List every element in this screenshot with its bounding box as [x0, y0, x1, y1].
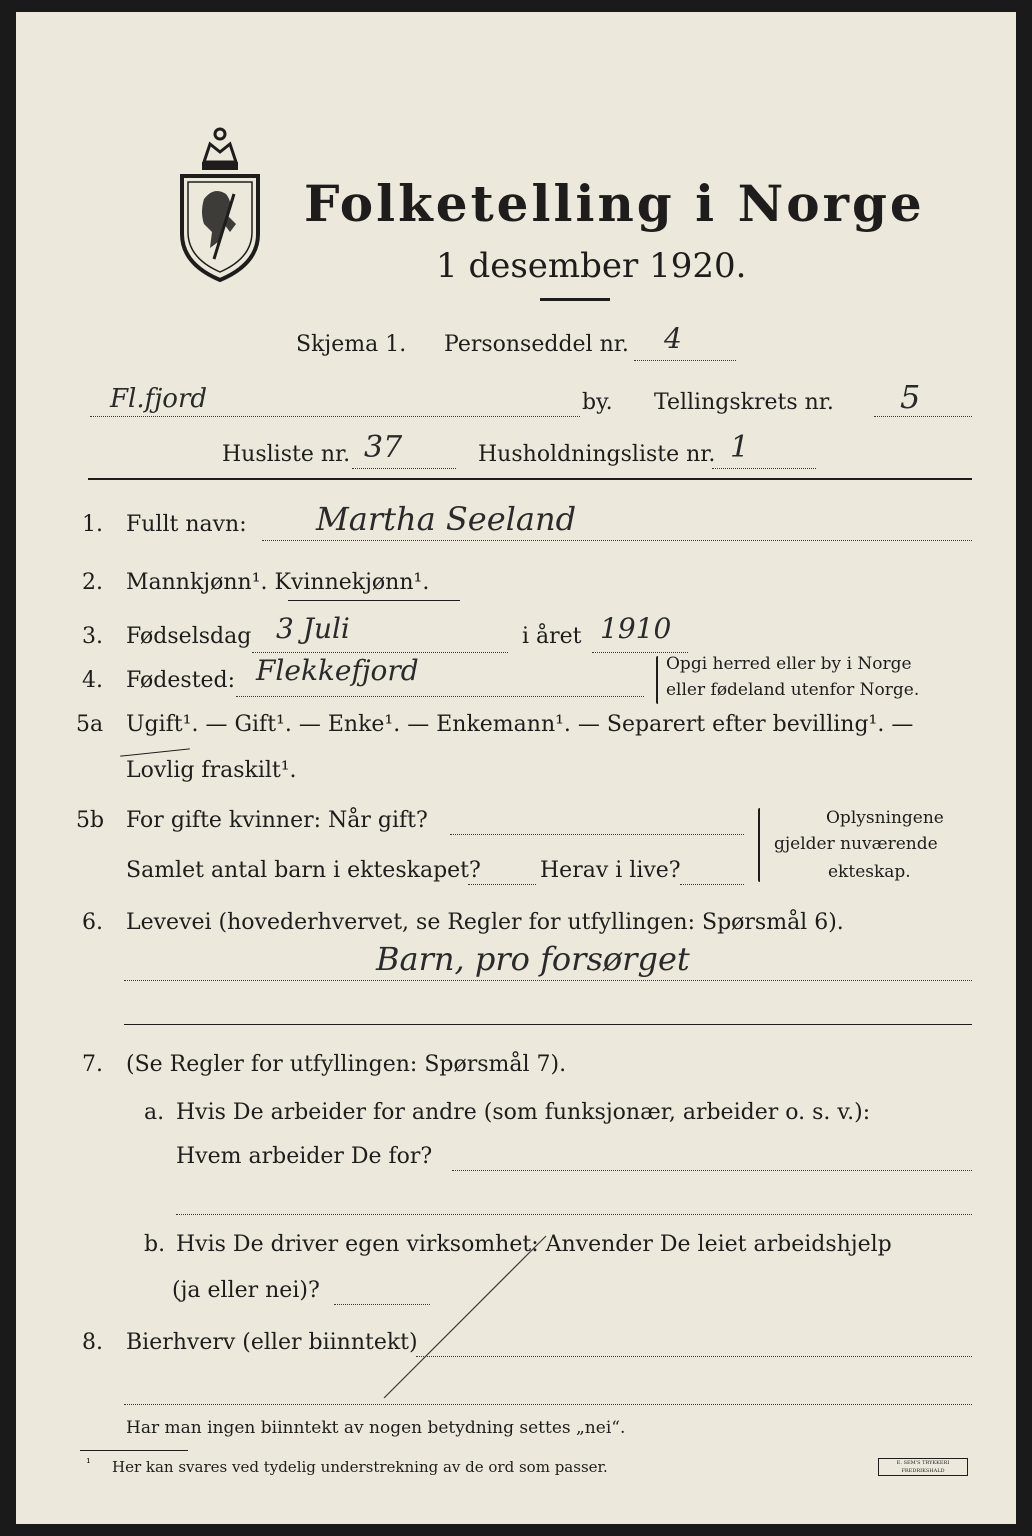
- q5b-note-1: Oplysningene: [826, 808, 944, 828]
- q5b-bracket: [758, 808, 760, 882]
- husliste-line: [352, 468, 456, 469]
- personseddel-value: 4: [664, 322, 682, 355]
- q4-label: Fødested:: [126, 668, 236, 693]
- q4-note-1: Opgi herred eller by i Norge: [666, 654, 912, 674]
- q3-number: 3.: [82, 624, 103, 649]
- husholdning-label: Husholdningsliste nr.: [478, 442, 716, 467]
- q5b-line2b: Herav i live?: [540, 858, 681, 883]
- q4-line: [236, 696, 644, 697]
- q7a-line1: Hvis De arbeider for andre (som funksjonær, arbeider o. s. v.):: [176, 1100, 871, 1125]
- coat-of-arms-icon: [174, 124, 266, 284]
- q6-line-1: [124, 980, 972, 981]
- footnote-text: Her kan svares ved tydelig understrekning av de ord som passer.: [112, 1458, 608, 1476]
- q3-label: Fødselsdag: [126, 624, 252, 649]
- husliste-label: Husliste nr.: [222, 442, 351, 467]
- tellingskrets-line: [874, 416, 972, 417]
- q5b-number: 5b: [76, 808, 105, 833]
- biinntekt-note: Har man ingen biinntekt av nogen betydning settes „nei“.: [126, 1418, 626, 1438]
- q5b-married-line: [450, 834, 744, 835]
- tellingskrets-value: 5: [900, 378, 921, 416]
- q3-year-value: 1910: [600, 612, 672, 645]
- husholdning-line: [712, 468, 816, 469]
- q7a-answer-line: [452, 1170, 972, 1171]
- q8-number: 8.: [82, 1330, 103, 1355]
- q7a-line2: Hvem arbeider De for?: [176, 1144, 433, 1169]
- pencil-diagonal-stroke: [376, 1232, 556, 1404]
- place-value: Fl.fjord: [110, 384, 208, 414]
- q5b-line2a: Samlet antal barn i ekteskapet?: [126, 858, 481, 883]
- q4-bracket: [656, 656, 658, 704]
- q7b-letter: b.: [144, 1232, 166, 1257]
- q4-value: Flekkefjord: [256, 654, 419, 687]
- place-line: [90, 416, 580, 417]
- by-label: by.: [582, 390, 613, 415]
- q7b-line1: Hvis De driver egen virksomhet: Anvender De leiet arbeidshjelp: [176, 1232, 892, 1257]
- q7-number: 7.: [82, 1052, 103, 1077]
- q6-value: Barn, pro forsørget: [376, 940, 690, 978]
- q3-year-label: i året: [522, 624, 582, 649]
- q1-number: 1.: [82, 512, 103, 537]
- q2-label: Mannkjønn¹. Kvinnekjønn¹.: [126, 570, 430, 595]
- q5a-number: 5a: [76, 712, 104, 737]
- q3-line: [252, 652, 508, 653]
- q1-line: [262, 540, 972, 541]
- q8-label: Bierhverv (eller biinntekt): [126, 1330, 418, 1355]
- q3-value: 3 Juli: [276, 612, 350, 645]
- q3-year-line: [592, 652, 688, 653]
- q5b-note-2: gjelder nuværende: [774, 834, 938, 854]
- q7-label: (Se Regler for utfyllingen: Spørsmål 7).: [126, 1052, 567, 1077]
- q6-number: 6.: [82, 910, 103, 935]
- q1-value: Martha Seeland: [316, 500, 577, 538]
- husliste-value: 37: [364, 430, 403, 465]
- q7a-extra-line: [176, 1214, 972, 1215]
- personseddel-label: Personseddel nr.: [444, 332, 629, 357]
- title-divider: [540, 298, 610, 301]
- husholdning-value: 1: [730, 430, 750, 465]
- q5a-strike: [120, 748, 190, 756]
- footnote-mark: ¹: [86, 1456, 91, 1470]
- q5b-note-3: ekteskap.: [828, 862, 911, 882]
- q6-line-2: [124, 1024, 972, 1025]
- q7b-line2: (ja eller nei)?: [172, 1278, 320, 1303]
- q5b-alive-line: [680, 884, 744, 885]
- q4-note-2: eller fødeland utenfor Norge.: [666, 680, 920, 700]
- tellingskrets-label: Tellingskrets nr.: [654, 390, 834, 415]
- header-divider: [88, 478, 972, 480]
- q7a-letter: a.: [144, 1100, 165, 1125]
- footnote-divider: [80, 1450, 188, 1451]
- skjema-label: Skjema 1.: [296, 332, 407, 357]
- q5b-children-line: [468, 884, 536, 885]
- q2-underline: [288, 600, 460, 601]
- census-form-page: [16, 12, 1016, 1524]
- printer-stamp: E. SEM'S TRYKKERI FREDRIKSHALD: [878, 1458, 968, 1476]
- q5b-line1: For gifte kvinner: Når gift?: [126, 808, 428, 833]
- q6-label: Levevei (hovederhvervet, se Regler for utfyllingen: Spørsmål 6).: [126, 910, 844, 935]
- q2-number: 2.: [82, 570, 103, 595]
- personseddel-line: [634, 360, 736, 361]
- q4-number: 4.: [82, 668, 103, 693]
- form-title: Folketelling i Norge: [304, 174, 925, 233]
- q5a-line2: Lovlig fraskilt¹.: [126, 758, 297, 783]
- census-date: 1 desember 1920.: [436, 246, 747, 286]
- q1-label: Fullt navn:: [126, 512, 247, 537]
- q8-line-2: [124, 1404, 972, 1405]
- q5a-line1: Ugift¹. — Gift¹. — Enke¹. — Enkemann¹. — Separert efter bevilling¹. —: [126, 712, 914, 737]
